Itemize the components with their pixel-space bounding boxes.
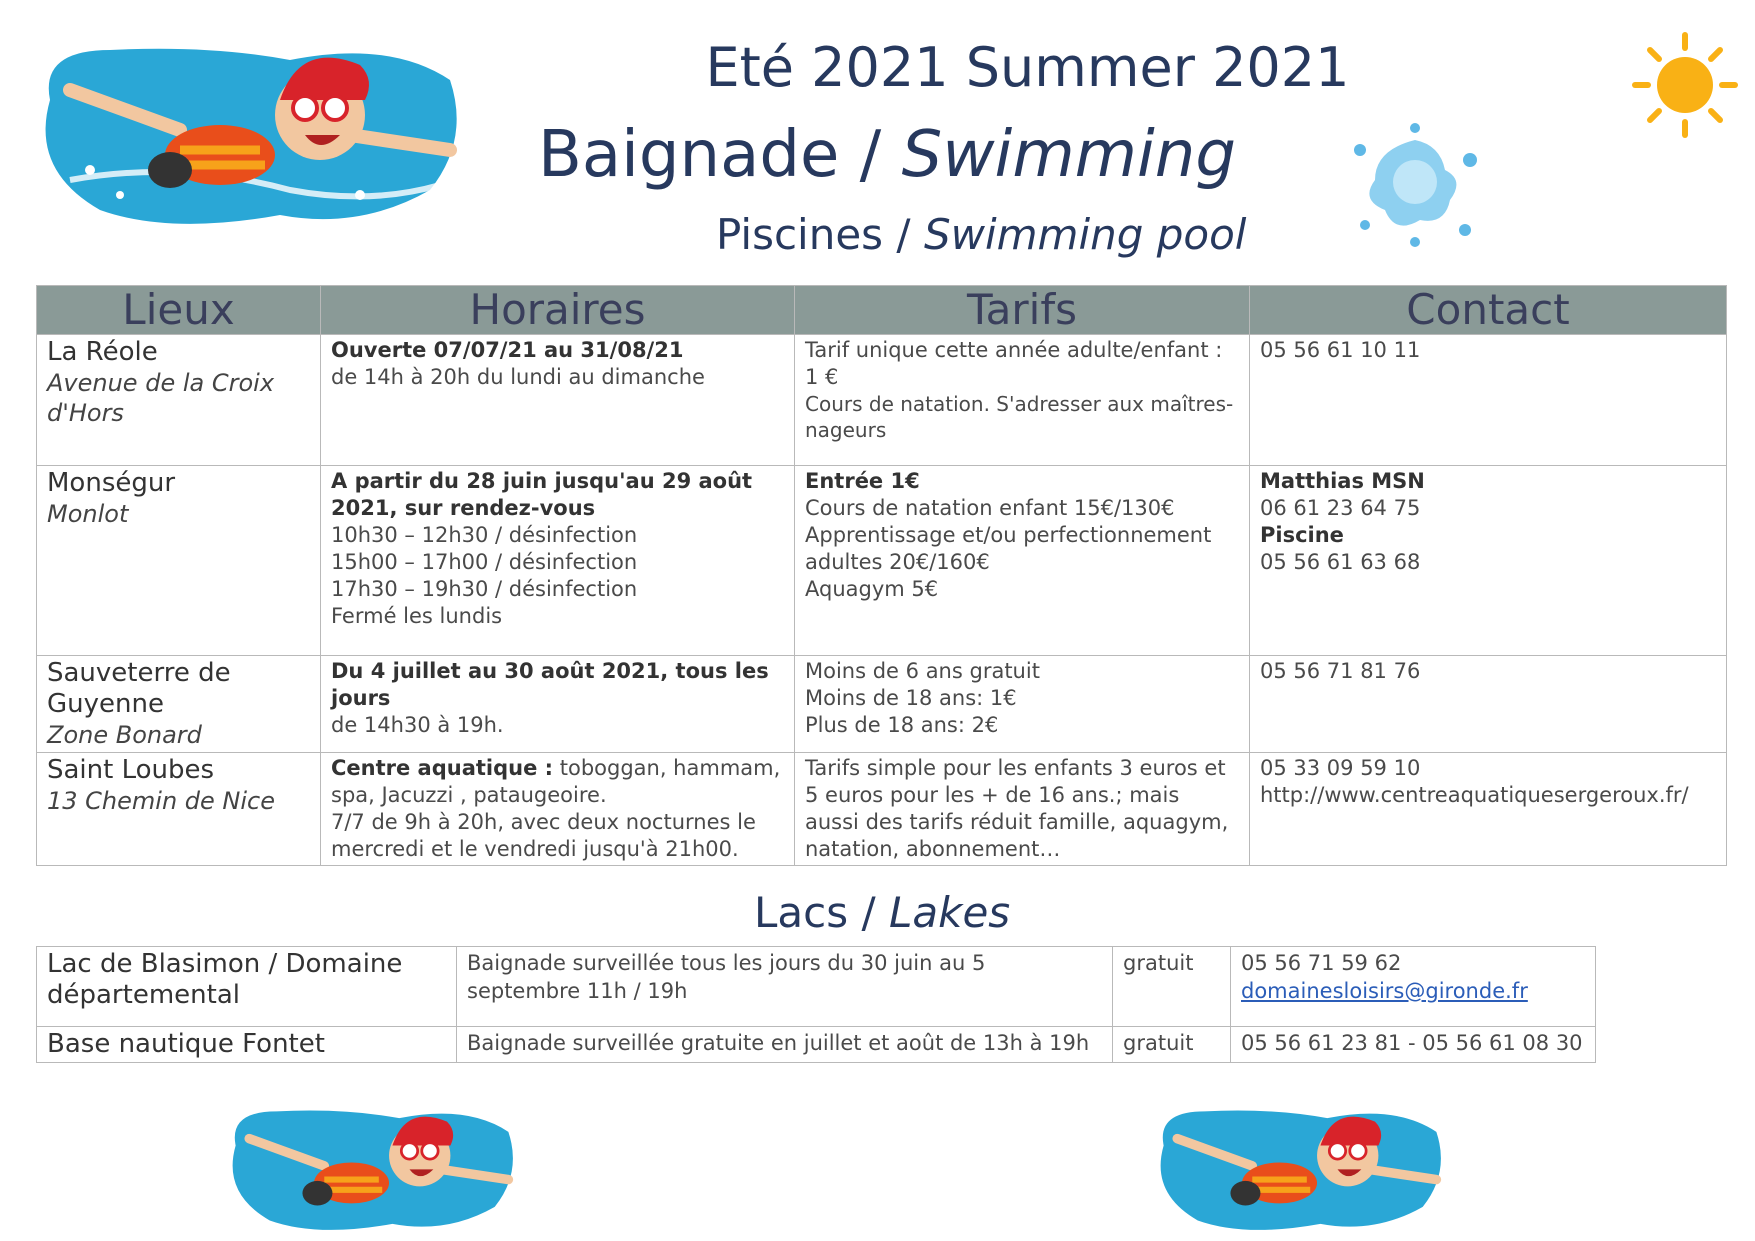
section-title-pools xyxy=(716,210,1246,259)
hours-cell xyxy=(321,466,795,656)
lake-name-cell xyxy=(37,1027,457,1063)
prices-cell xyxy=(795,466,1250,656)
header-contact: Contact xyxy=(1250,286,1727,335)
swimming-title-fr: Baignade xyxy=(538,118,840,192)
header-prices: Tarifs xyxy=(795,286,1250,335)
hours-line: Fermé les lundis xyxy=(331,604,503,628)
lake-price: gratuit xyxy=(1123,951,1194,975)
pools-title-sep: / xyxy=(896,210,911,259)
header-hours: Horaires xyxy=(321,286,795,335)
contact-cell xyxy=(1250,335,1727,466)
place-cell xyxy=(37,753,321,866)
lake-price: gratuit xyxy=(1123,1031,1194,1055)
contact-phone: 05 56 61 10 11 xyxy=(1260,338,1421,362)
contact-phone: 05 56 71 81 76 xyxy=(1260,659,1421,683)
place-address: Avenue de la Croix d'Hors xyxy=(47,369,275,427)
prices-cell xyxy=(795,753,1250,866)
contact-website[interactable]: http://www.centreaquatiquesergeroux.fr/ xyxy=(1260,783,1689,807)
place-address: Monlot xyxy=(47,500,129,528)
price-line: Tarifs simple pour les enfants 3 euros et 5 euros pour les + de 16 ans.; mais aussi des tarifs réduit famille, aquagym, natation, abonnement… xyxy=(805,756,1229,861)
swimmer-illustration-bottom-right xyxy=(1150,1090,1450,1235)
lake-info: Baignade surveillée tous les jours du 30 juin au 5 septembre 11h / 19h xyxy=(467,951,986,1003)
price-line: Cours de natation. S'adresser aux maîtres-nageurs xyxy=(805,392,1234,442)
lake-name: Lac de Blasimon / Domaine départemental xyxy=(47,949,403,1010)
price-line: Cours de natation enfant 15€/130€ xyxy=(805,496,1175,520)
pools-header-row xyxy=(37,286,1727,335)
pools-title-fr: Piscines xyxy=(716,210,884,259)
contact-phone: 05 56 61 63 68 xyxy=(1260,550,1421,574)
hours-headline: Ouverte 07/07/21 au 31/08/21 xyxy=(331,338,684,362)
contact-phone: 06 61 23 64 75 xyxy=(1260,496,1421,520)
table-row xyxy=(37,947,1596,1027)
swimmer-illustration-bottom-left xyxy=(222,1090,522,1235)
hours-headline: Centre aquatique : xyxy=(331,756,554,780)
table-row xyxy=(37,466,1727,656)
page-title: Eté 2021 Summer 2021 xyxy=(705,36,1350,99)
swimming-title-sep: / xyxy=(859,118,882,192)
lake-price-cell xyxy=(1113,1027,1231,1063)
place-cell xyxy=(37,335,321,466)
section-title-swimming xyxy=(538,118,1236,192)
price-line: Aquagym 5€ xyxy=(805,577,939,601)
lake-email-link[interactable]: domainesloisirs@gironde.fr xyxy=(1241,979,1528,1003)
price-headline: Entrée 1€ xyxy=(805,469,920,493)
lake-info: Baignade surveillée gratuite en juillet et août de 13h à 19h xyxy=(467,1031,1090,1055)
hours-cell xyxy=(321,335,795,466)
lake-info-cell xyxy=(457,947,1113,1027)
lake-contact-cell xyxy=(1231,1027,1596,1063)
contact-name: Piscine xyxy=(1260,523,1344,547)
price-line: Moins de 6 ans gratuit xyxy=(805,659,1040,683)
table-row xyxy=(37,656,1727,753)
prices-cell xyxy=(795,335,1250,466)
lakes-title-fr: Lacs xyxy=(754,888,849,937)
price-line: Apprentissage et/ou perfectionnement adultes 20€/160€ xyxy=(805,523,1212,574)
header-places: Lieux xyxy=(37,286,321,335)
section-title-lakes xyxy=(754,888,1010,937)
price-line: Plus de 18 ans: 2€ xyxy=(805,713,999,737)
contact-cell xyxy=(1250,656,1727,753)
place-address: 13 Chemin de Nice xyxy=(47,787,275,815)
price-line: Tarif unique cette année adulte/enfant : 1 € xyxy=(805,338,1223,389)
place-address: Zone Bonard xyxy=(47,721,202,749)
hours-cell xyxy=(321,656,795,753)
price-line: Moins de 18 ans: 1€ xyxy=(805,686,1017,710)
table-row xyxy=(37,335,1727,466)
pools-title-en: Swimming pool xyxy=(923,210,1247,259)
hours-cell xyxy=(321,753,795,866)
place-name: La Réole xyxy=(47,337,158,367)
lakes-table xyxy=(36,946,1596,1063)
swimming-title-en: Swimming xyxy=(901,118,1236,192)
hours-line: 7/7 de 9h à 20h, avec deux nocturnes le mercredi et le vendredi jusqu'à 21h00. xyxy=(331,810,756,861)
pools-table xyxy=(36,285,1727,866)
place-name: Sauveterre de Guyenne xyxy=(47,658,231,719)
hours-detail: toboggan, hammam, spa, Jacuzzi , pataugeoire. xyxy=(331,756,781,807)
prices-cell xyxy=(795,656,1250,753)
place-name: Saint Loubes xyxy=(47,755,215,785)
contact-name: Matthias MSN xyxy=(1260,469,1425,493)
lake-phone: 05 56 61 23 81 - 05 56 61 08 30 xyxy=(1241,1031,1583,1055)
lake-contact-cell xyxy=(1231,947,1596,1027)
lakes-title-en: Lakes xyxy=(889,888,1011,937)
contact-cell xyxy=(1250,466,1727,656)
lake-name: Base nautique Fontet xyxy=(47,1029,325,1059)
hours-line: de 14h30 à 19h. xyxy=(331,713,504,737)
hours-line: 15h00 – 17h00 / désinfection xyxy=(331,550,638,574)
table-row xyxy=(37,753,1727,866)
lake-name-cell xyxy=(37,947,457,1027)
hours-line: de 14h à 20h du lundi au dimanche xyxy=(331,365,705,389)
hours-headline: A partir du 28 juin jusqu'au 29 août 2021, sur rendez-vous xyxy=(331,469,753,520)
hours-line: 10h30 – 12h30 / désinfection xyxy=(331,523,638,547)
hours-line: 17h30 – 19h30 / désinfection xyxy=(331,577,638,601)
place-cell xyxy=(37,656,321,753)
hours-headline: Du 4 juillet au 30 août 2021, tous les jours xyxy=(331,659,769,710)
water-splash-icon xyxy=(1345,120,1485,250)
contact-phone: 05 33 09 59 10 xyxy=(1260,756,1421,780)
place-cell xyxy=(37,466,321,656)
lake-info-cell xyxy=(457,1027,1113,1063)
lake-price-cell xyxy=(1113,947,1231,1027)
contact-cell xyxy=(1250,753,1727,866)
place-name: Monségur xyxy=(47,468,176,498)
lakes-title-sep: / xyxy=(861,888,876,937)
table-row xyxy=(37,1027,1596,1063)
lake-phone: 05 56 71 59 62 xyxy=(1241,951,1402,975)
